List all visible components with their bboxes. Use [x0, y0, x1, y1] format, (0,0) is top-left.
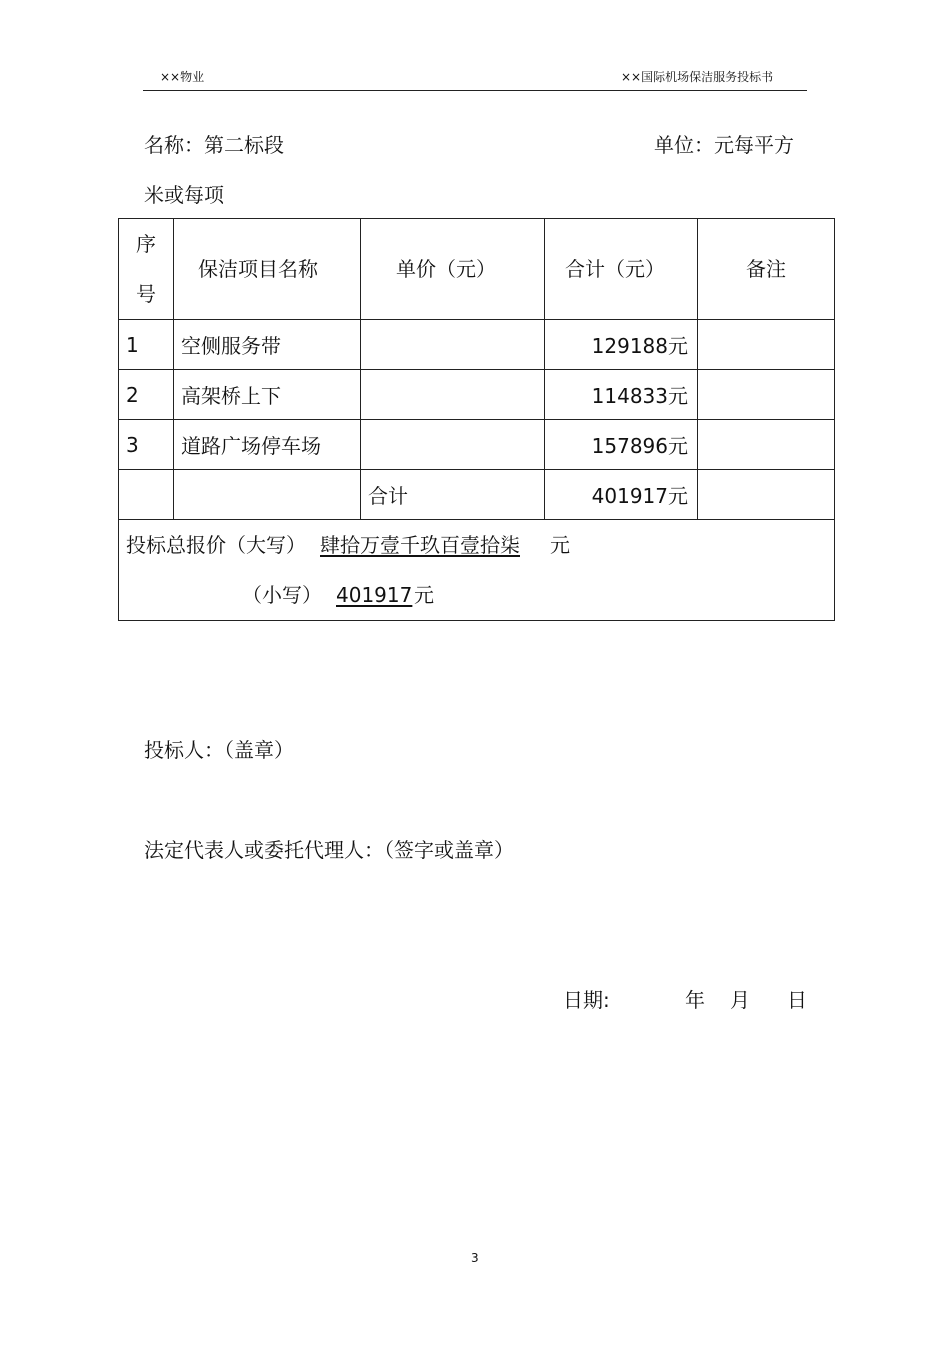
header-right: ××国际机场保洁服务投标书 [621, 70, 774, 84]
table-row [119, 370, 835, 420]
representative-signature: 法定代表人或委托代理人：（签字或盖章） [144, 838, 514, 862]
cell-price [361, 320, 545, 370]
cell-remark [698, 370, 835, 420]
header-total: 合计（元） [545, 219, 698, 320]
date-month: 月 [730, 988, 750, 1012]
header-remark: 备注 [698, 219, 835, 320]
header-divider [143, 90, 807, 91]
grand-total-small-value: 401917 [336, 583, 413, 607]
cell-seq: 3 [119, 420, 174, 470]
sum-empty-3 [698, 470, 835, 520]
cell-total: 129188元 [545, 320, 698, 370]
bid-table [118, 218, 835, 621]
grand-total-cell [119, 520, 835, 621]
table-row [119, 320, 835, 370]
sum-empty-2 [174, 470, 361, 520]
grand-total-big-value: 肆拾万壹千玖百壹拾柒 [320, 533, 520, 557]
date-label: 日期: [563, 988, 610, 1012]
grand-total-row [119, 520, 835, 621]
cell-seq: 1 [119, 320, 174, 370]
cell-remark [698, 420, 835, 470]
cell-item: 道路广场停车场 [174, 420, 361, 470]
unit-label: 单位：元每平方 [654, 133, 794, 157]
grand-total-big-line [126, 520, 834, 570]
grand-total-small-label: （小写） [242, 583, 322, 607]
header-item: 保洁项目名称 [174, 219, 361, 320]
date-year: 年 [685, 988, 705, 1012]
date-day: 日 [787, 988, 807, 1012]
sum-empty-1 [119, 470, 174, 520]
cell-total: 157896元 [545, 420, 698, 470]
header-left: ××物业 [160, 70, 205, 84]
table-row [119, 420, 835, 470]
section-name: 名称：第二标段 [144, 133, 284, 157]
table-header-row [119, 219, 835, 320]
unit-label-cont: 米或每项 [144, 183, 224, 207]
cell-price [361, 420, 545, 470]
grand-total-small-unit: 元 [414, 583, 434, 607]
cell-seq: 2 [119, 370, 174, 420]
bidder-seal: 投标人：（盖章） [144, 738, 294, 762]
page-number: 3 [471, 1251, 479, 1265]
cell-price [361, 370, 545, 420]
sum-total: 401917元 [545, 470, 698, 520]
cell-total: 114833元 [545, 370, 698, 420]
header-seq: 序 号 [119, 219, 174, 320]
cell-remark [698, 320, 835, 370]
grand-total-small-line [126, 570, 834, 620]
grand-total-big-unit: 元 [550, 533, 570, 557]
header-price: 单价（元） [361, 219, 545, 320]
cell-item: 空侧服务带 [174, 320, 361, 370]
grand-total-big-label: 投标总报价（大写） [126, 533, 306, 557]
sum-label: 合计 [361, 470, 545, 520]
sum-row [119, 470, 835, 520]
cell-item: 高架桥上下 [174, 370, 361, 420]
